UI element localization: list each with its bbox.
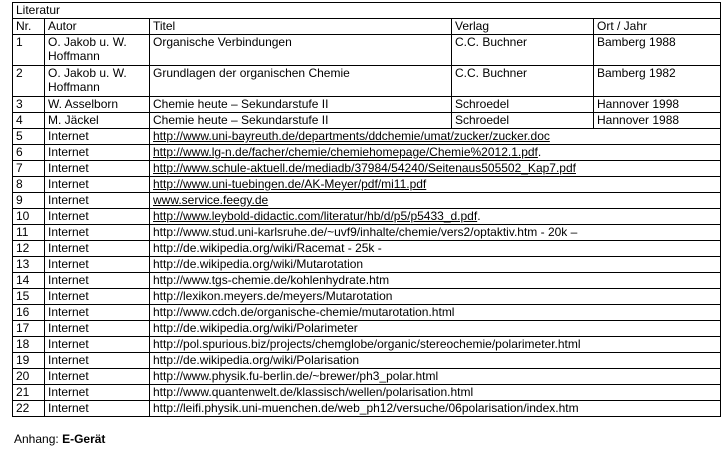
cell-nr: 21: [13, 385, 45, 401]
cell-titel: Chemie heute – Sekundarstufe II: [150, 113, 452, 129]
cell-autor: Internet: [45, 385, 150, 401]
cell-nr: 14: [13, 273, 45, 289]
cell-nr: 2: [13, 66, 45, 97]
table-row: [13, 209, 721, 225]
cell-titel: [150, 273, 721, 289]
cell-autor: Internet: [45, 129, 150, 145]
url-suffix: .: [537, 145, 542, 159]
cell-titel: [150, 305, 721, 321]
cell-autor: Internet: [45, 321, 150, 337]
table-row: [13, 113, 721, 129]
cell-autor: Internet: [45, 337, 150, 353]
url-text: http://de.wikipedia.org/wiki/Polarisation: [153, 353, 360, 367]
cell-titel: [150, 337, 721, 353]
url-text: http://de.wikipedia.org/wiki/Mutarotation: [153, 257, 364, 271]
cell-autor: Internet: [45, 177, 150, 193]
cell-titel: [150, 241, 721, 257]
cell-autor: Internet: [45, 241, 150, 257]
cell-nr: 12: [13, 241, 45, 257]
cell-titel: [150, 129, 721, 145]
cell-autor: Internet: [45, 193, 150, 209]
url-link[interactable]: http://www.leybold-didactic.com/literatur/hb/d/p5/p5433_d.pdf: [153, 209, 478, 223]
cell-autor: Internet: [45, 225, 150, 241]
table-title: Literatur: [13, 3, 721, 19]
cell-titel: Grundlagen der organischen Chemie: [150, 66, 452, 97]
table-row: [13, 385, 721, 401]
table-row: [13, 353, 721, 369]
url-text: http://leifi.physik.uni-muenchen.de/web_ph12/versuche/06polarisation/index.htm: [153, 401, 579, 415]
url-text: http://www.tgs-chemie.de/kohlenhydrate.htm: [153, 273, 390, 287]
cell-titel: [150, 385, 721, 401]
table-row: [13, 289, 721, 305]
cell-titel: Chemie heute – Sekundarstufe II: [150, 97, 452, 113]
table-row: [13, 305, 721, 321]
cell-autor: Internet: [45, 257, 150, 273]
cell-autor: Internet: [45, 161, 150, 177]
cell-ort-jahr: Hannover 1998: [594, 97, 721, 113]
table-row: [13, 177, 721, 193]
header-autor: Autor: [45, 19, 150, 35]
cell-verlag: Schroedel: [452, 113, 594, 129]
url-link[interactable]: http://www.schule-aktuell.de/mediadb/37984/54240/Seitenaus505502_Kap7.pdf: [153, 161, 576, 175]
cell-autor: O. Jakob u. W. Hoffmann: [45, 35, 150, 66]
table-header-row: [13, 19, 721, 35]
header-verlag: Verlag: [452, 19, 594, 35]
cell-titel: [150, 369, 721, 385]
table-row: [13, 161, 721, 177]
cell-titel: [150, 353, 721, 369]
cell-autor: Internet: [45, 273, 150, 289]
cell-nr: 3: [13, 97, 45, 113]
cell-autor: Internet: [45, 401, 150, 417]
table-row: [13, 97, 721, 113]
cell-titel: [150, 145, 721, 161]
cell-nr: 13: [13, 257, 45, 273]
cell-nr: 11: [13, 225, 45, 241]
cell-verlag: C.C. Buchner: [452, 35, 594, 66]
cell-ort-jahr: Bamberg 1982: [594, 66, 721, 97]
table-row: [13, 273, 721, 289]
cell-autor: Internet: [45, 209, 150, 225]
table-title-row: [13, 3, 721, 19]
table-row: [13, 337, 721, 353]
cell-autor: Internet: [45, 305, 150, 321]
cell-nr: 10: [13, 209, 45, 225]
cell-autor: O. Jakob u. W. Hoffmann: [45, 66, 150, 97]
cell-autor: M. Jäckel: [45, 113, 150, 129]
cell-ort-jahr: Bamberg 1988: [594, 35, 721, 66]
url-text: http://www.cdch.de/organische-chemie/mutarotation.html: [153, 305, 455, 319]
cell-titel: [150, 209, 721, 225]
table-row: [13, 66, 721, 97]
table-row: [13, 225, 721, 241]
url-link[interactable]: www.service.feegy.de: [153, 193, 269, 207]
cell-nr: 7: [13, 161, 45, 177]
table-row: [13, 129, 721, 145]
cell-titel: Organische Verbindungen: [150, 35, 452, 66]
cell-nr: 16: [13, 305, 45, 321]
cell-nr: 6: [13, 145, 45, 161]
cell-titel: [150, 177, 721, 193]
url-link[interactable]: http://www.uni-tuebingen.de/AK-Meyer/pdf/mi11.pdf: [153, 177, 427, 191]
cell-autor: W. Asselborn: [45, 97, 150, 113]
footer-value: E-Gerät: [62, 432, 106, 446]
cell-nr: 15: [13, 289, 45, 305]
url-text: http://www.physik.fu-berlin.de/~brewer/ph3_polar.html: [153, 369, 439, 383]
cell-titel: [150, 161, 721, 177]
cell-nr: 19: [13, 353, 45, 369]
cell-titel: [150, 289, 721, 305]
cell-nr: 22: [13, 401, 45, 417]
cell-autor: Internet: [45, 369, 150, 385]
literature-table-container: [12, 2, 720, 417]
cell-autor: Internet: [45, 145, 150, 161]
cell-titel: [150, 225, 721, 241]
cell-nr: 9: [13, 193, 45, 209]
url-link[interactable]: http://www.uni-bayreuth.de/departments/ddchemie/umat/zucker/zucker.doc: [153, 129, 550, 143]
table-row: [13, 145, 721, 161]
table-row: [13, 35, 721, 66]
header-nr: Nr.: [13, 19, 45, 35]
table-row: [13, 193, 721, 209]
url-text: http://www.stud.uni-karlsruhe.de/~uvf9/inhalte/chemie/vers2/optaktiv.htm - 20k –: [153, 225, 578, 239]
cell-autor: Internet: [45, 353, 150, 369]
footer-note: [14, 432, 105, 446]
cell-nr: 18: [13, 337, 45, 353]
table-row: [13, 257, 721, 273]
cell-nr: 20: [13, 369, 45, 385]
cell-ort-jahr: Hannover 1988: [594, 113, 721, 129]
cell-titel: [150, 193, 721, 209]
cell-titel: [150, 401, 721, 417]
cell-titel: [150, 321, 721, 337]
cell-nr: 4: [13, 113, 45, 129]
url-link[interactable]: http://www.lg-n.de/facher/chemie/chemiehomepage/Chemie%2012.1.pdf: [153, 145, 538, 159]
url-text: http://pol.spurious.biz/projects/chemglobe/organic/stereochemie/polarimeter.html: [153, 337, 581, 351]
literature-table: [12, 2, 721, 417]
cell-nr: 17: [13, 321, 45, 337]
url-text: http://www.quantenwelt.de/klassisch/wellen/polarisation.html: [153, 385, 474, 399]
cell-verlag: C.C. Buchner: [452, 66, 594, 97]
table-row: [13, 241, 721, 257]
url-text: http://lexikon.meyers.de/meyers/Mutarotation: [153, 289, 393, 303]
cell-verlag: Schroedel: [452, 97, 594, 113]
cell-nr: 1: [13, 35, 45, 66]
cell-titel: [150, 257, 721, 273]
header-ort-jahr: Ort / Jahr: [594, 19, 721, 35]
cell-autor: Internet: [45, 289, 150, 305]
footer-label: Anhang:: [14, 432, 59, 446]
table-row: [13, 369, 721, 385]
url-text: http://de.wikipedia.org/wiki/Racemat - 25k -: [153, 241, 382, 255]
cell-nr: 8: [13, 177, 45, 193]
table-row: [13, 321, 721, 337]
table-row: [13, 401, 721, 417]
header-titel: Titel: [150, 19, 452, 35]
cell-nr: 5: [13, 129, 45, 145]
url-suffix: .: [477, 209, 481, 223]
url-text: http://de.wikipedia.org/wiki/Polarimeter: [153, 321, 358, 335]
